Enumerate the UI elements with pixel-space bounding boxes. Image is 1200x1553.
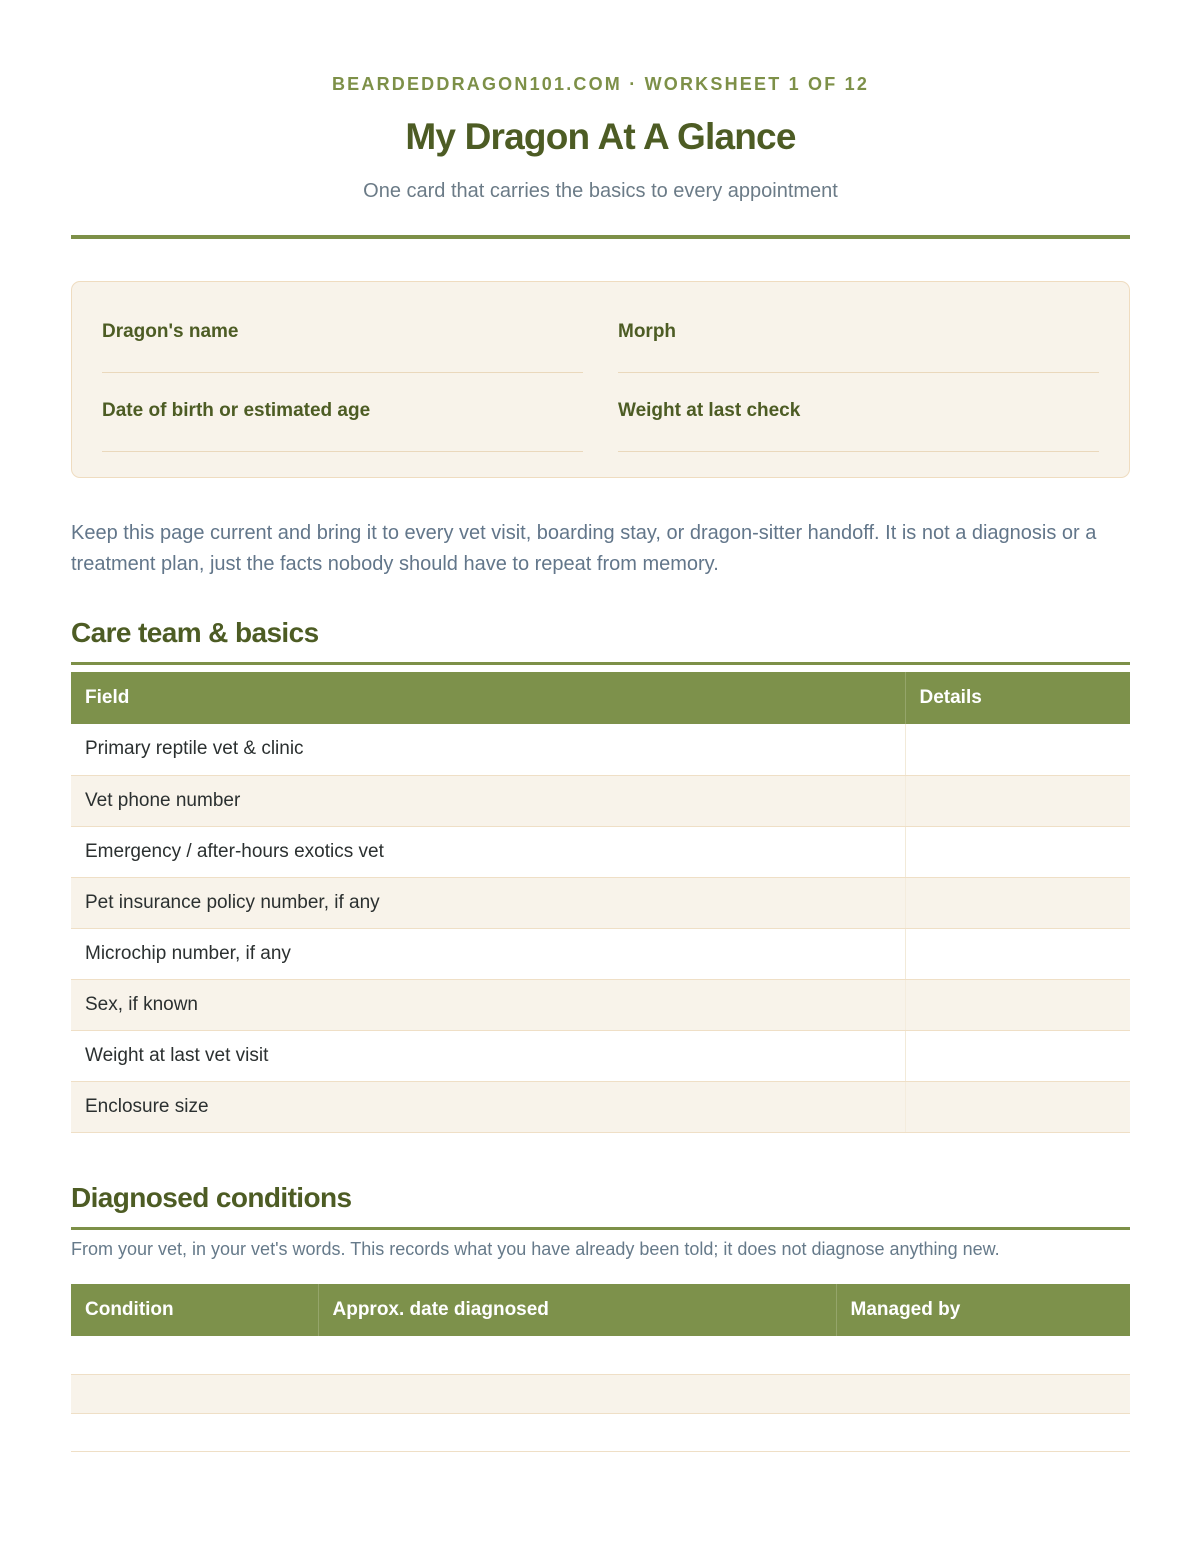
row-label: Microchip number, if any bbox=[71, 928, 905, 979]
dragon-name-label: Dragon's name bbox=[102, 321, 239, 342]
row-label: Weight at last vet visit bbox=[71, 1030, 905, 1081]
table-row bbox=[71, 1081, 1130, 1132]
page-title: My Dragon At A Glance bbox=[405, 116, 796, 157]
condition-cell[interactable] bbox=[71, 1413, 318, 1452]
condition-cell[interactable] bbox=[71, 1336, 318, 1375]
row-label: Enclosure size bbox=[71, 1081, 905, 1132]
column-header-field: Field bbox=[71, 672, 905, 724]
morph-label: Morph bbox=[618, 321, 677, 342]
header-divider bbox=[71, 235, 1130, 239]
conditions-heading: Diagnosed conditions bbox=[71, 1182, 352, 1213]
dragon-name-field[interactable] bbox=[102, 315, 583, 373]
birth-date-label: Date of birth or estimated age bbox=[102, 400, 371, 421]
date-cell[interactable] bbox=[318, 1336, 836, 1375]
column-header-condition: Condition bbox=[71, 1284, 318, 1336]
table-row bbox=[71, 724, 1130, 775]
row-label: Primary reptile vet & clinic bbox=[71, 724, 905, 775]
date-cell[interactable] bbox=[318, 1375, 836, 1414]
row-label: Vet phone number bbox=[71, 775, 905, 826]
table-row bbox=[71, 1413, 1130, 1452]
dragon-info-card bbox=[71, 281, 1130, 478]
table-row bbox=[71, 979, 1130, 1030]
care-team-divider bbox=[71, 662, 1130, 665]
care-team-table bbox=[71, 672, 1130, 1133]
conditions-divider bbox=[71, 1227, 1130, 1230]
table-row bbox=[71, 1375, 1130, 1414]
care-team-heading: Care team & basics bbox=[71, 617, 319, 648]
row-label: Emergency / after-hours exotics vet bbox=[71, 826, 905, 877]
column-header-managed-by: Managed by bbox=[836, 1284, 1130, 1336]
row-details-cell[interactable] bbox=[905, 877, 1130, 928]
site-eyebrow: BEARDEDDRAGON101.COM · WORKSHEET 1 OF 12 bbox=[331, 74, 870, 94]
date-cell[interactable] bbox=[318, 1413, 836, 1452]
row-details-cell[interactable] bbox=[905, 1030, 1130, 1081]
intro-paragraph: Keep this page current and bring it to every vet visit, boarding stay, or dragon-sitter handoff. It is not a diagnosis or a treatment plan, just the facts nobody should have to repeat from memory. bbox=[71, 522, 1097, 575]
weight-label: Weight at last check bbox=[618, 400, 801, 421]
table-row bbox=[71, 826, 1130, 877]
managed-by-cell[interactable] bbox=[836, 1413, 1130, 1452]
row-details-cell[interactable] bbox=[905, 724, 1130, 775]
column-header-details: Details bbox=[905, 672, 1130, 724]
table-row bbox=[71, 1030, 1130, 1081]
row-details-cell[interactable] bbox=[905, 775, 1130, 826]
row-details-cell[interactable] bbox=[905, 826, 1130, 877]
morph-field[interactable] bbox=[618, 315, 1099, 373]
table-header-row bbox=[71, 672, 1130, 724]
row-details-cell[interactable] bbox=[905, 928, 1130, 979]
column-header-date: Approx. date diagnosed bbox=[318, 1284, 836, 1336]
row-details-cell[interactable] bbox=[905, 979, 1130, 1030]
table-header-row bbox=[71, 1284, 1130, 1336]
row-details-cell[interactable] bbox=[905, 1081, 1130, 1132]
table-row bbox=[71, 877, 1130, 928]
weight-field[interactable] bbox=[618, 394, 1099, 452]
condition-cell[interactable] bbox=[71, 1375, 318, 1414]
managed-by-cell[interactable] bbox=[836, 1336, 1130, 1375]
table-row bbox=[71, 775, 1130, 826]
conditions-table bbox=[71, 1284, 1130, 1452]
page-subtitle: One card that carries the basics to every appointment bbox=[363, 180, 838, 202]
conditions-note: From your vet, in your vet's words. This records what you have already been told; it does not diagnose anything new. bbox=[71, 1239, 1000, 1259]
managed-by-cell[interactable] bbox=[836, 1375, 1130, 1414]
table-row bbox=[71, 1336, 1130, 1375]
table-row bbox=[71, 928, 1130, 979]
row-label: Sex, if known bbox=[71, 979, 905, 1030]
row-label: Pet insurance policy number, if any bbox=[71, 877, 905, 928]
birth-date-field[interactable] bbox=[102, 394, 583, 452]
